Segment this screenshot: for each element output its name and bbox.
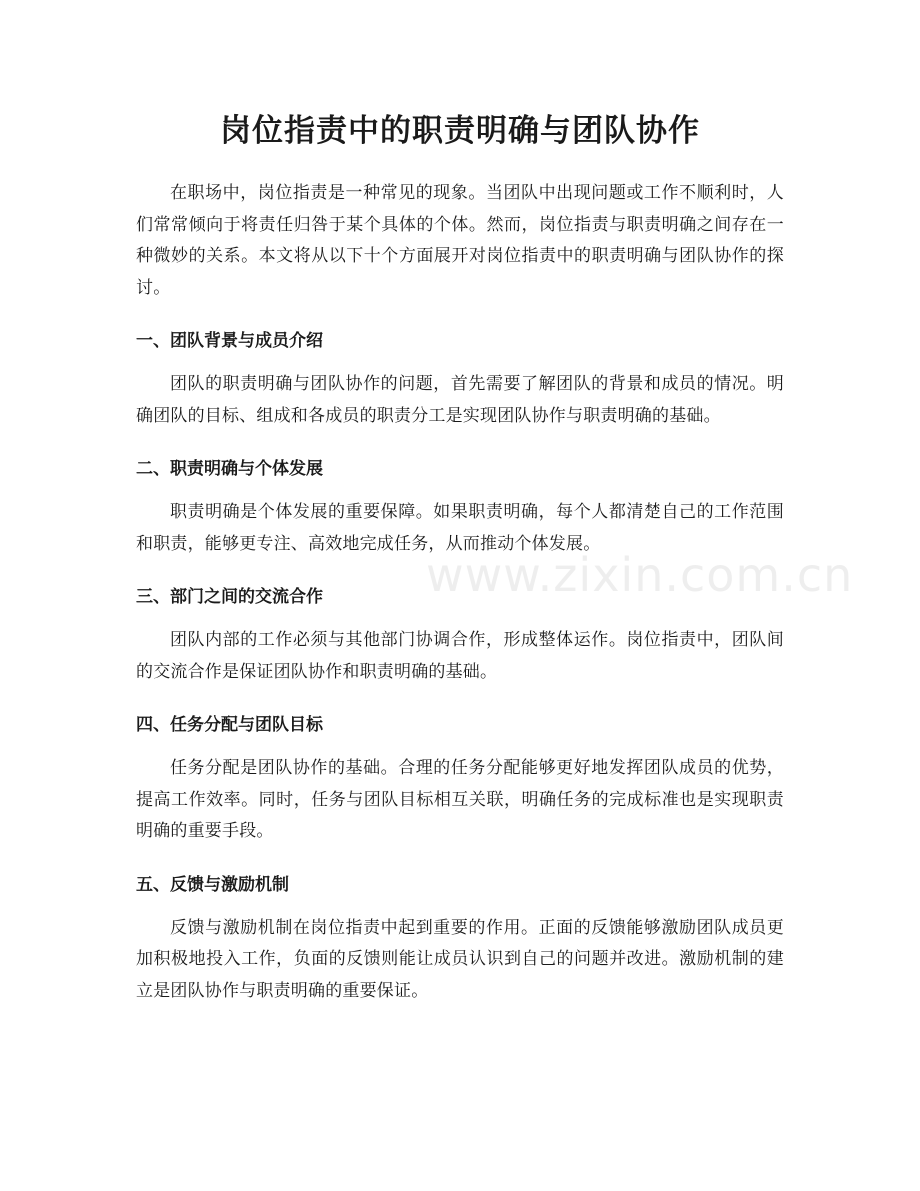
watermark-text: www.zixin.com.cn [426, 548, 854, 602]
section-paragraph: 反馈与激励机制在岗位指责中起到重要的作用。正面的反馈能够激励团队成员更加积极地投入工作，负面的反馈则能让成员认识到自己的问题并改进。激励机制的建立是团队协作与职责明确的重要保证。 [136, 917, 784, 1001]
section-heading: 四、任务分配与团队目标 [136, 715, 323, 735]
section-paragraph: 任务分配是团队协作的基础。合理的任务分配能够更好地发挥团队成员的优势，提高工作效率。同时，任务与团队目标相互关联，明确任务的完成标准也是实现职责明确的重要手段。 [136, 758, 784, 841]
document-title: 岗位指责中的职责明确与团队协作 [220, 113, 700, 149]
section-paragraph: 团队的职责明确与团队协作的问题，首先需要了解团队的背景和成员的情况。明确团队的目标、组成和各成员的职责分工是实现团队协作与职责明确的基础。 [136, 374, 784, 426]
section-heading: 三、部门之间的交流合作 [136, 587, 323, 607]
document-body [136, 178, 784, 1007]
section-heading: 五、反馈与激励机制 [136, 874, 289, 895]
section-paragraph: 职责明确是个体发展的重要保障。如果职责明确，每个人都清楚自己的工作范围和职责，能够更专注、高效地完成任务，从而推动个体发展。 [136, 502, 784, 554]
section-heading: 一、团队背景与成员介绍 [136, 331, 323, 351]
section-paragraph: 团队内部的工作必须与其他部门协调合作，形成整体运作。岗位指责中，团队间的交流合作是保证团队协作和职责明确的基础。 [136, 630, 784, 682]
intro-paragraph: 在职场中，岗位指责是一种常见的现象。当团队中出现问题或工作不顺利时，人们常常倾向于将责任归咎于某个具体的个体。然而，岗位指责与职责明确之间存在一种微妙的关系。本文将从以下十个方面展开对岗位指责中的职责明确与团队协作的探讨。 [136, 183, 784, 298]
section-heading: 二、职责明确与个体发展 [136, 459, 323, 479]
